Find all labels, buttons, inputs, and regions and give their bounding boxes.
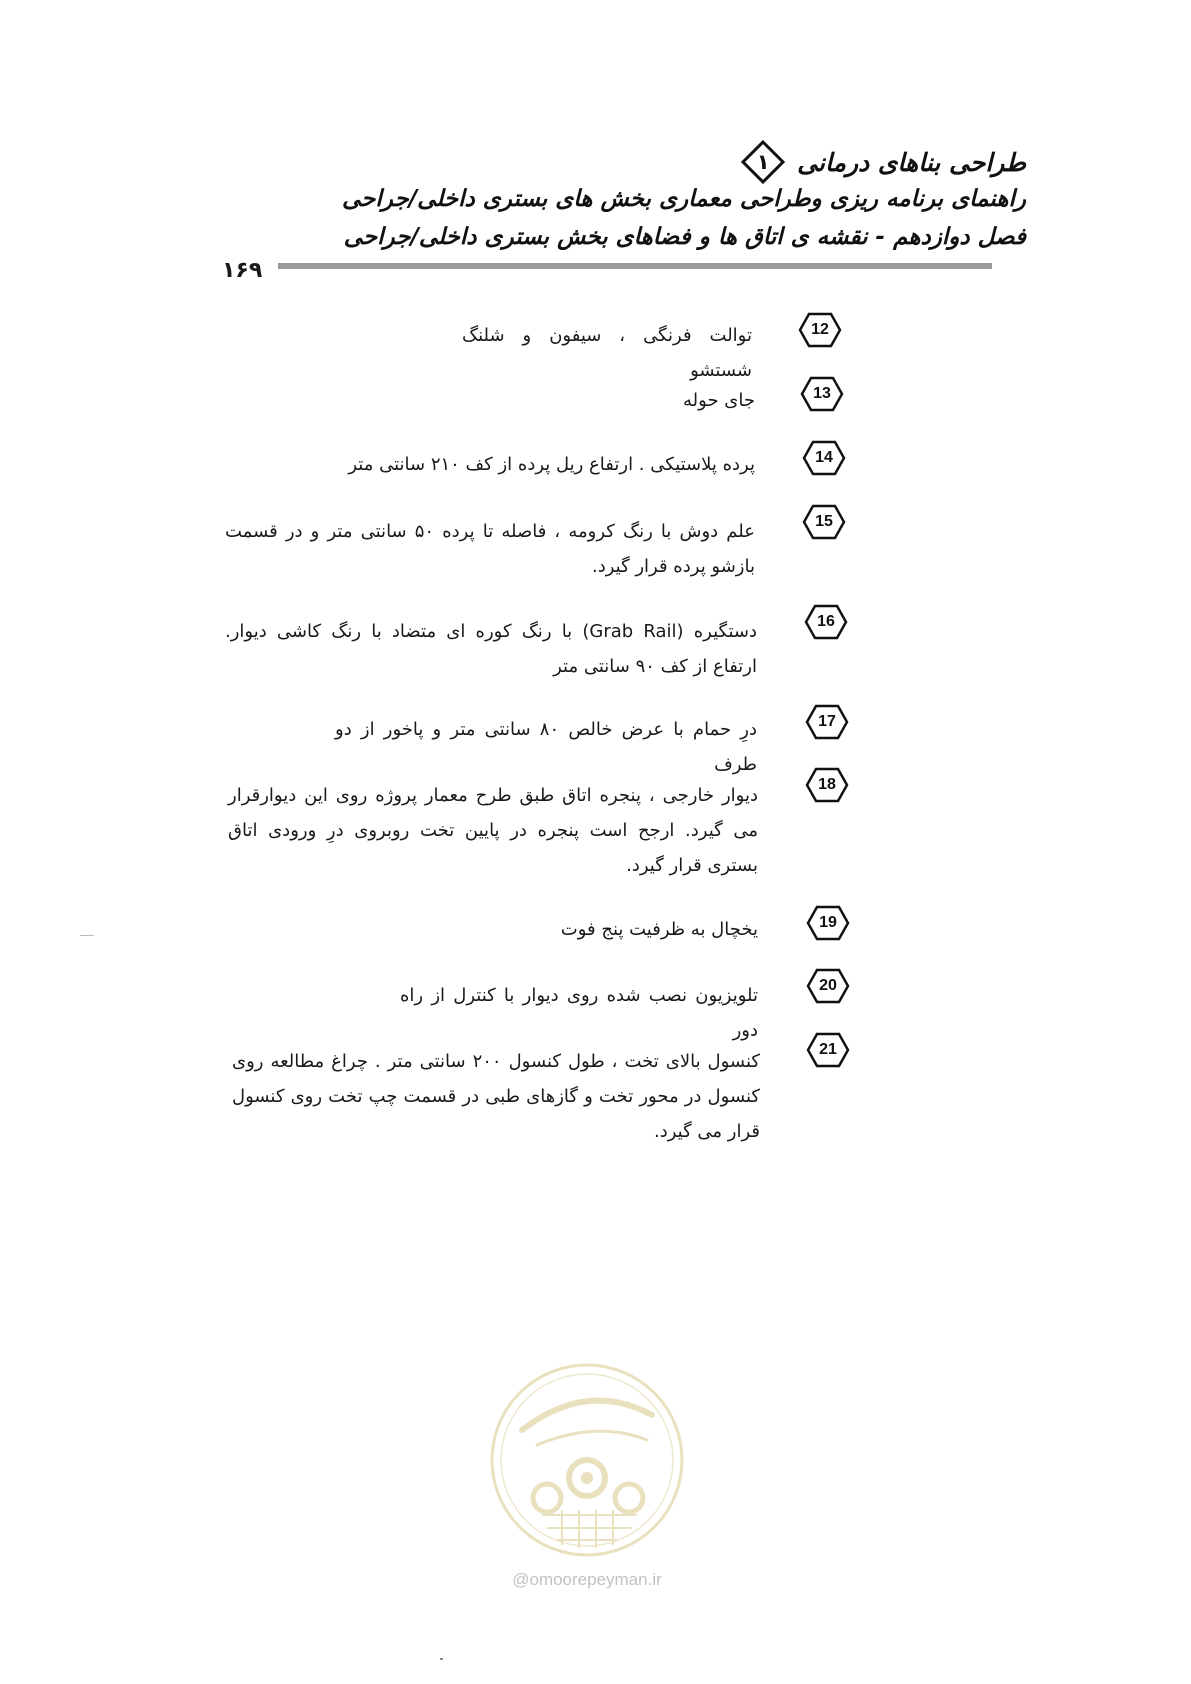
book-subtitle: راهنمای برنامه ریزی وطراحی معماری بخش های بستری داخلی/جراحی: [342, 186, 1026, 212]
header-rule: [278, 263, 992, 270]
item-number-badge: [806, 968, 850, 1004]
scan-artifact: [440, 1658, 443, 1660]
item-number-badge: [804, 604, 848, 640]
chapter-title: فصل دوازدهم - نقشه ی اتاق ها و فضاهای بخش بستری داخلی/جراحی: [343, 224, 1026, 250]
item-number: 12: [811, 321, 829, 338]
item-number-badge: [805, 767, 849, 803]
item-number: 20: [819, 977, 837, 994]
item-number-badge: [800, 376, 844, 412]
watermark-url: @omoorepeyman.ir: [512, 1570, 662, 1589]
item-number: 21: [819, 1041, 837, 1058]
item-number: 19: [819, 914, 837, 931]
item-number-badge: [806, 905, 850, 941]
item-number-badge: [806, 1032, 850, 1068]
item-number: 14: [815, 449, 833, 466]
item-text: دستگیره (Grab Rail) با رنگ کوره ای متضاد با رنگ کاشی دیوار. ارتفاع از کف ۹۰ سانتی متر: [225, 621, 757, 677]
item-text: پرده پلاستیکی . ارتفاع ریل پرده از کف ۲۱۰ سانتی متر: [348, 454, 755, 475]
item-number-badge: [798, 312, 842, 348]
item-number: 16: [817, 613, 835, 630]
page-number: ۱۶۹: [222, 258, 263, 283]
volume-badge: [741, 140, 785, 184]
item-text: کنسول بالای تخت ، طول کنسول ۲۰۰ سانتی متر . چراغ مطالعه روی کنسول در محور تخت و گازهای طبی در قسمت چپ تخت روی کنسول قرار می گیرد.: [232, 1051, 760, 1142]
item-number: 18: [818, 776, 836, 793]
item-text: درِ حمام با عرض خالص ۸۰ سانتی متر و پاخور از دو طرف: [335, 719, 757, 775]
item-number-badge: [802, 504, 846, 540]
volume-number: ۱: [756, 149, 770, 174]
item-text: توالت فرنگی ، سیفون و شلنگ شستشو: [462, 325, 752, 381]
item-text: دیوار خارجی ، پنجره اتاق طبق طرح معمار پروژه روی این دیوارقرار می گیرد. ارجح است پنجره در پایین تخت روبروی درِ ورودی اتاق بستری قرار گیرد.: [228, 785, 758, 876]
series-title-line: [741, 140, 1026, 184]
item-text: علم دوش با رنگ کرومه ، فاصله تا پرده ۵۰ سانتی متر و در قسمت بازشو پرده قرار گیرد.: [225, 521, 755, 577]
item-text: جای حوله: [683, 390, 755, 411]
item-number: 13: [813, 385, 831, 402]
series-title: طراحی بناهای درمانی: [797, 147, 1026, 177]
item-number: 17: [818, 713, 836, 730]
item-text: یخچال به ظرفیت پنج فوت: [560, 919, 758, 940]
scan-artifact: [80, 935, 94, 936]
item-text: تلویزیون نصب شده روی دیوار با کنترل از راه دور: [400, 985, 758, 1041]
item-number: 15: [815, 513, 833, 530]
item-number-badge: [805, 704, 849, 740]
item-number-badge: [802, 440, 846, 476]
watermark-logo: [487, 1360, 687, 1560]
